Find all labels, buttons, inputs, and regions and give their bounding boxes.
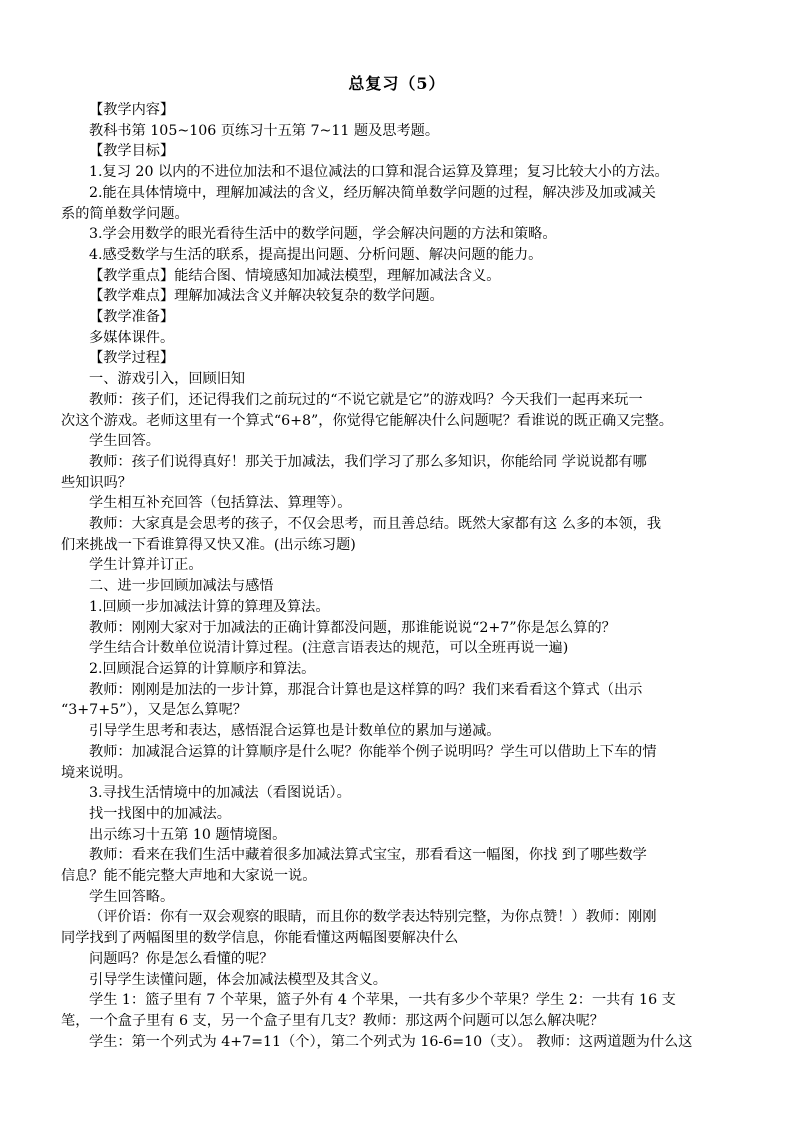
paragraph-cont: 们来挑战一下看谁算得又快又准。(出示练习题)	[61, 536, 356, 553]
objective-3: 3.学会用数学的眼光看待生活中的数学问题，学会解决问题的方法和策略。	[89, 226, 557, 243]
paragraph: 教科书第 105~106 页练习十五第 7~11 题及思考题。	[89, 122, 440, 139]
paragraph: 学生结合计数单位说清计算过程。(注意言语表达的规范，可以全班再说一遍)	[89, 640, 569, 657]
paragraph: 教师：刚刚是加法的一步计算，那混合计算也是这样算的吗？我们来看看这个算式（出示	[89, 681, 643, 698]
paragraph: 问题吗？你是怎么看懂的呢？	[89, 950, 274, 967]
paragraph: 学生回答。	[89, 433, 160, 450]
paragraph: 教师：孩子们说得真好！那关于加减法，我们学习了那么多知识，你能给同 学说说都有哪	[89, 453, 647, 470]
paragraph: 教师：加减混合运算的计算顺序是什么呢？你能举个例子说明吗？学生可以借助上下车的情	[89, 743, 657, 760]
paragraph: 引导学生读懂问题，体会加减法模型及其含义。	[89, 971, 387, 988]
paragraph-cont: 些知识吗？	[61, 474, 132, 491]
paragraph: 教师：看来在我们生活中藏着很多加减法算式宝宝，那看看这一幅图，你找 到了哪些数学	[89, 847, 647, 864]
objective-4: 4.感受数学与生活的联系，提高提出问题、分析问题、解决问题的能力。	[89, 246, 543, 263]
subheading-part-2: 二、进一步回顾加减法与感悟	[89, 578, 274, 595]
subheading-part-1: 一、游戏引入，回顾旧知	[89, 371, 246, 388]
paragraph: 多媒体课件。	[89, 329, 175, 346]
section-heading-process: 【教学过程】	[89, 350, 175, 367]
paragraph: 1.回顾一步加减法计算的算理及算法。	[89, 598, 330, 615]
paragraph: 出示练习十五第 10 题情境图。	[89, 826, 287, 843]
paragraph-cont: 同学找到了两幅图里的数学信息，你能看懂这两幅图要解决什么	[61, 930, 459, 947]
objective-2: 2.能在具体情境中，理解加减法的含义，经历解决简单数学问题的过程，解决涉及加或减关	[89, 184, 656, 201]
paragraph: 找一找图中的加减法。	[89, 805, 231, 822]
paragraph-cont: 笔，一个盒子里有 6 支，另一个盒子里有几支？教师：那这两个问题可以怎么解决呢？	[61, 1012, 604, 1029]
difficult-point: 【教学难点】理解加减法含义并解决较复杂的数学问题。	[89, 288, 444, 305]
paragraph-cont: “3+7+5”），又是怎么算呢？	[61, 702, 247, 719]
paragraph: 学生 1：篮子里有 7 个苹果，篮子外有 4 个苹果，一共有多少个苹果？学生 2：一共有 16 支	[89, 992, 676, 1009]
paragraph: 引导学生思考和表达，感悟混合运算也是计数单位的累加与递减。	[89, 723, 501, 740]
page-title: 总复习（5）	[348, 74, 446, 93]
paragraph: 教师：孩子们，还记得我们之前玩过的“不说它就是它”的游戏吗？今天我们一起再来玩一	[89, 391, 643, 408]
paragraph-cont: 信息？能不能完整大声地和大家说一说。	[61, 868, 317, 885]
objective-1: 1.复习 20 以内的不进位加法和不退位减法的口算和混合运算及算理；复习比较大小的方法。	[89, 164, 669, 181]
document-body	[61, 100, 737, 1052]
section-heading-objectives: 【教学目标】	[89, 143, 175, 160]
paragraph: 学生计算并订正。	[89, 557, 203, 574]
paragraph: 2.回顾混合运算的计算顺序和算法。	[89, 660, 316, 677]
objective-2-cont: 系的简单数学问题。	[61, 205, 189, 222]
paragraph: 学生回答略。	[89, 888, 175, 905]
paragraph-cont: 境来说明。	[61, 764, 132, 781]
paragraph: （评价语：你有一双会观察的眼睛，而且你的数学表达特别完整，为你点赞！）教师：刚刚	[89, 909, 657, 926]
paragraph-cont: 次这个游戏。老师这里有一个算式“6+8”，你觉得它能解决什么问题呢？看谁说的既正确又完整。	[61, 412, 673, 429]
section-heading-content: 【教学内容】	[89, 102, 175, 118]
key-point: 【教学重点】能结合图、情境感知加减法模型，理解加减法含义。	[89, 267, 501, 284]
paragraph: 学生：第一个列式为 4+7=11（个），第二个列式为 16-6=10（支）。 教师：这两道题为什么这	[89, 1033, 693, 1050]
paragraph: 学生相互补充回答（包括算法、算理等）。	[89, 495, 352, 512]
paragraph: 教师：大家真是会思考的孩子，不仅会思考，而且善总结。既然大家都有这 么多的本领，我	[89, 516, 662, 533]
paragraph: 3.寻找生活情境中的加减法（看图说话）。	[89, 785, 351, 802]
paragraph: 教师：刚刚大家对于加减法的正确计算都没问题，那谁能说说“2+7”你是怎么算的？	[89, 619, 616, 636]
section-heading-preparation: 【教学准备】	[89, 309, 175, 326]
